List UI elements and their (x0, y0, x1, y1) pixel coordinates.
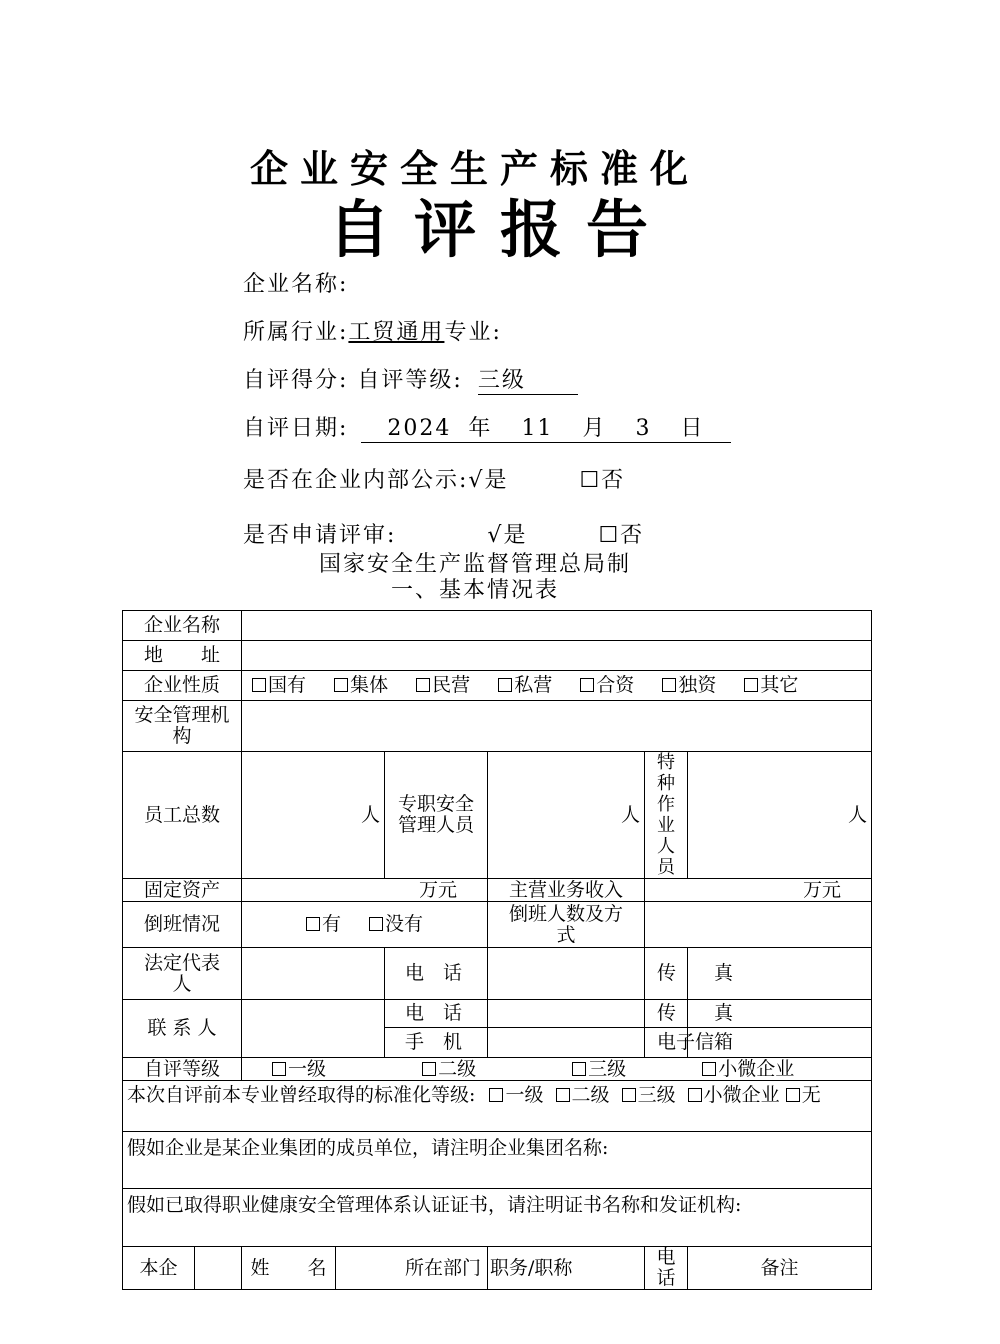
person-unit: 人 (621, 803, 641, 826)
self-level-option-label: 二级 (438, 1057, 477, 1080)
shift-option-no[interactable] (369, 913, 423, 935)
score-label: 自评得分: (243, 368, 349, 393)
shift-people-header: 倒班人数及方 式 (488, 902, 645, 948)
publicity-no-option[interactable]: ☐否 (579, 468, 626, 493)
bottom-row-name-header: 姓 名 (242, 1247, 336, 1290)
wan-yuan-unit: 万元 (419, 878, 458, 901)
legal-rep-fax-header: 传 真 (645, 948, 688, 1000)
date-month: 11 (521, 416, 554, 441)
nature-option-label: 合资 (596, 674, 635, 696)
safety-org-cell[interactable] (242, 701, 872, 752)
special-ops-header: 特种作业人 员 (645, 752, 688, 879)
checkbox-icon (662, 678, 676, 692)
bottom-row-remark-header: 备注 (688, 1247, 872, 1290)
nature-option-collective[interactable] (334, 674, 388, 696)
title-line2: 自评报告 (327, 193, 672, 266)
prior-level-option-label: 三级 (637, 1084, 676, 1106)
bottom-row-cell-2[interactable] (195, 1247, 242, 1290)
prior-level-text: 本次自评前本专业曾经取得的标准化等级: (127, 1084, 476, 1106)
industry-line (243, 315, 502, 346)
publicity-yes-option[interactable]: √是 (468, 468, 509, 493)
prior-level-option-small[interactable] (688, 1084, 780, 1106)
nature-option-label: 集体 (350, 674, 389, 696)
shift-no-label: 没有 (385, 913, 424, 935)
review-yes-option[interactable]: √是 (487, 523, 528, 548)
checkbox-icon (580, 678, 594, 692)
shift-options (242, 902, 488, 948)
nature-option-sole[interactable] (662, 674, 716, 696)
self-level-option-label: 小微企业 (718, 1057, 795, 1080)
checkbox-icon (272, 1062, 286, 1076)
contact-mobile-header: 手 机 (385, 1028, 488, 1058)
self-level-option-2[interactable] (422, 1058, 476, 1080)
shift-people-cell[interactable] (645, 902, 872, 948)
date-day-unit: 日 (680, 416, 705, 441)
nature-option-state[interactable] (252, 674, 306, 696)
self-level-option-label: 三级 (588, 1057, 627, 1080)
legal-rep-cell[interactable] (242, 948, 385, 1000)
review-no-option[interactable]: ☐否 (598, 523, 645, 548)
prior-level-option-label: 无 (801, 1084, 821, 1106)
nature-option-private[interactable] (498, 674, 552, 696)
specialty-label: 专业: (444, 320, 502, 345)
checkbox-icon (572, 1062, 586, 1076)
bottom-row-title-header: 职务/职称 (488, 1247, 645, 1290)
nature-option-label: 独资 (678, 674, 717, 696)
prior-level-row (123, 1081, 872, 1132)
group-text: 假如企业是某企业集团的成员单位，请注明企业集团名称: (127, 1137, 609, 1159)
fixed-assets-header: 固定资产 (123, 879, 242, 902)
special-ops-cell[interactable] (688, 752, 872, 879)
contact-phone-header: 电 话 (385, 1000, 488, 1028)
company-name-label: 企业名称: (243, 272, 349, 297)
contact-fax-header: 传 真 (645, 1000, 688, 1028)
bottom-row-dept-header: 所在部门 (336, 1247, 488, 1290)
contact-cell[interactable] (242, 1000, 385, 1058)
safety-org-header: 安全管理机构 (123, 701, 242, 752)
checkbox-icon (556, 1088, 570, 1102)
checkbox-icon (688, 1088, 702, 1102)
date-day: 3 (635, 416, 652, 441)
basic-info-table (122, 610, 872, 1290)
prior-level-option-label: 一级 (505, 1084, 544, 1106)
prior-level-option-2[interactable] (556, 1084, 610, 1106)
industry-value[interactable]: 工贸通用 (348, 320, 445, 345)
nature-option-label: 私营 (514, 674, 553, 696)
prior-level-option-label: 小微企业 (703, 1084, 780, 1106)
level-value: 三级 (477, 368, 526, 393)
nature-option-private-run[interactable] (416, 674, 470, 696)
industry-label: 所属行业: (243, 320, 349, 345)
main-revenue-header: 主营业务收入 (488, 879, 645, 902)
legal-rep-phone-header: 电 话 (385, 948, 488, 1000)
nature-header: 企业性质 (123, 671, 242, 701)
legal-rep-header: 法定代表人 (123, 948, 242, 1000)
fulltime-safety-header: 专职安全管理人员 (385, 752, 488, 879)
checkbox-icon (334, 678, 348, 692)
date-field[interactable] (361, 411, 731, 443)
prior-level-option-3[interactable] (622, 1084, 676, 1106)
legal-rep-phone-cell[interactable] (488, 948, 645, 1000)
self-level-option-small[interactable] (702, 1058, 794, 1080)
title-line1: 企业安全生产标准化 (249, 147, 700, 191)
self-level-options (242, 1058, 872, 1081)
contact-email-header: 电子信箱 (645, 1028, 688, 1058)
date-year-unit: 年 (468, 416, 493, 441)
contact-phone-cell[interactable] (488, 1000, 645, 1028)
bottom-row-cell-1: 本企 (123, 1247, 195, 1290)
company-name-line (243, 267, 348, 298)
bottom-row-phone-header: 电话 (645, 1247, 688, 1290)
address-cell[interactable] (242, 641, 872, 671)
checkbox-icon (369, 917, 383, 931)
date-month-unit: 月 (582, 416, 607, 441)
date-line (243, 411, 731, 443)
level-value-field[interactable] (478, 363, 578, 395)
contact-header: 联 系 人 (123, 1000, 242, 1058)
checkbox-icon (786, 1088, 800, 1102)
shift-yes-label: 有 (321, 913, 341, 935)
checkbox-icon (252, 678, 266, 692)
checkbox-icon (622, 1088, 636, 1102)
group-row[interactable] (123, 1132, 872, 1189)
nature-option-joint-venture[interactable] (580, 674, 634, 696)
company-name-cell[interactable] (242, 611, 872, 641)
nature-option-label: 国有 (268, 674, 307, 696)
section-title: 一、基本情况表 (390, 578, 559, 603)
total-staff-header: 员工总数 (123, 752, 242, 879)
review-line (243, 518, 644, 549)
checkbox-icon (416, 678, 430, 692)
address-header: 地 址 (123, 641, 242, 671)
publicity-line (243, 463, 625, 494)
checkbox-icon (489, 1088, 503, 1102)
person-unit: 人 (848, 803, 868, 826)
nature-option-label: 其它 (760, 674, 799, 696)
nature-options (242, 671, 872, 701)
checkbox-icon (744, 678, 758, 692)
prior-level-option-1[interactable] (489, 1084, 543, 1106)
date-label: 自评日期: (243, 416, 349, 441)
prior-level-option-none[interactable] (786, 1084, 821, 1106)
issuer-text: 国家安全生产监督管理总局制 (318, 552, 631, 577)
shift-header: 倒班情况 (123, 902, 242, 948)
fulltime-safety-cell[interactable] (488, 752, 645, 879)
review-label: 是否申请评审: (243, 523, 397, 548)
contact-mobile-cell[interactable] (488, 1028, 645, 1058)
total-staff-cell[interactable] (242, 752, 385, 879)
checkbox-icon (422, 1062, 436, 1076)
self-level-header: 自评等级 (123, 1058, 242, 1081)
cert-text: 假如已取得职业健康安全管理体系认证证书，请注明证书名称和发证机构: (127, 1194, 742, 1216)
self-level-option-3[interactable] (572, 1058, 626, 1080)
shift-option-yes[interactable] (306, 913, 341, 935)
prior-level-option-label: 二级 (571, 1084, 610, 1106)
cert-row[interactable] (123, 1189, 872, 1247)
main-revenue-cell[interactable] (645, 879, 872, 902)
person-unit: 人 (361, 803, 381, 826)
checkbox-icon (306, 917, 320, 931)
level-label: 自评等级: (357, 368, 463, 393)
publicity-label: 是否在企业内部公示: (243, 468, 469, 493)
company-name-header: 企业名称 (123, 611, 242, 641)
nature-option-label: 民营 (432, 674, 471, 696)
fixed-assets-cell[interactable] (242, 879, 488, 902)
date-year: 2024 (387, 416, 452, 441)
score-line (243, 363, 578, 395)
wan-yuan-unit: 万元 (803, 878, 842, 901)
self-level-option-label: 一级 (288, 1057, 327, 1080)
checkbox-icon (702, 1062, 716, 1076)
self-level-option-1[interactable] (272, 1058, 326, 1080)
nature-option-other[interactable] (744, 674, 798, 696)
checkbox-icon (498, 678, 512, 692)
